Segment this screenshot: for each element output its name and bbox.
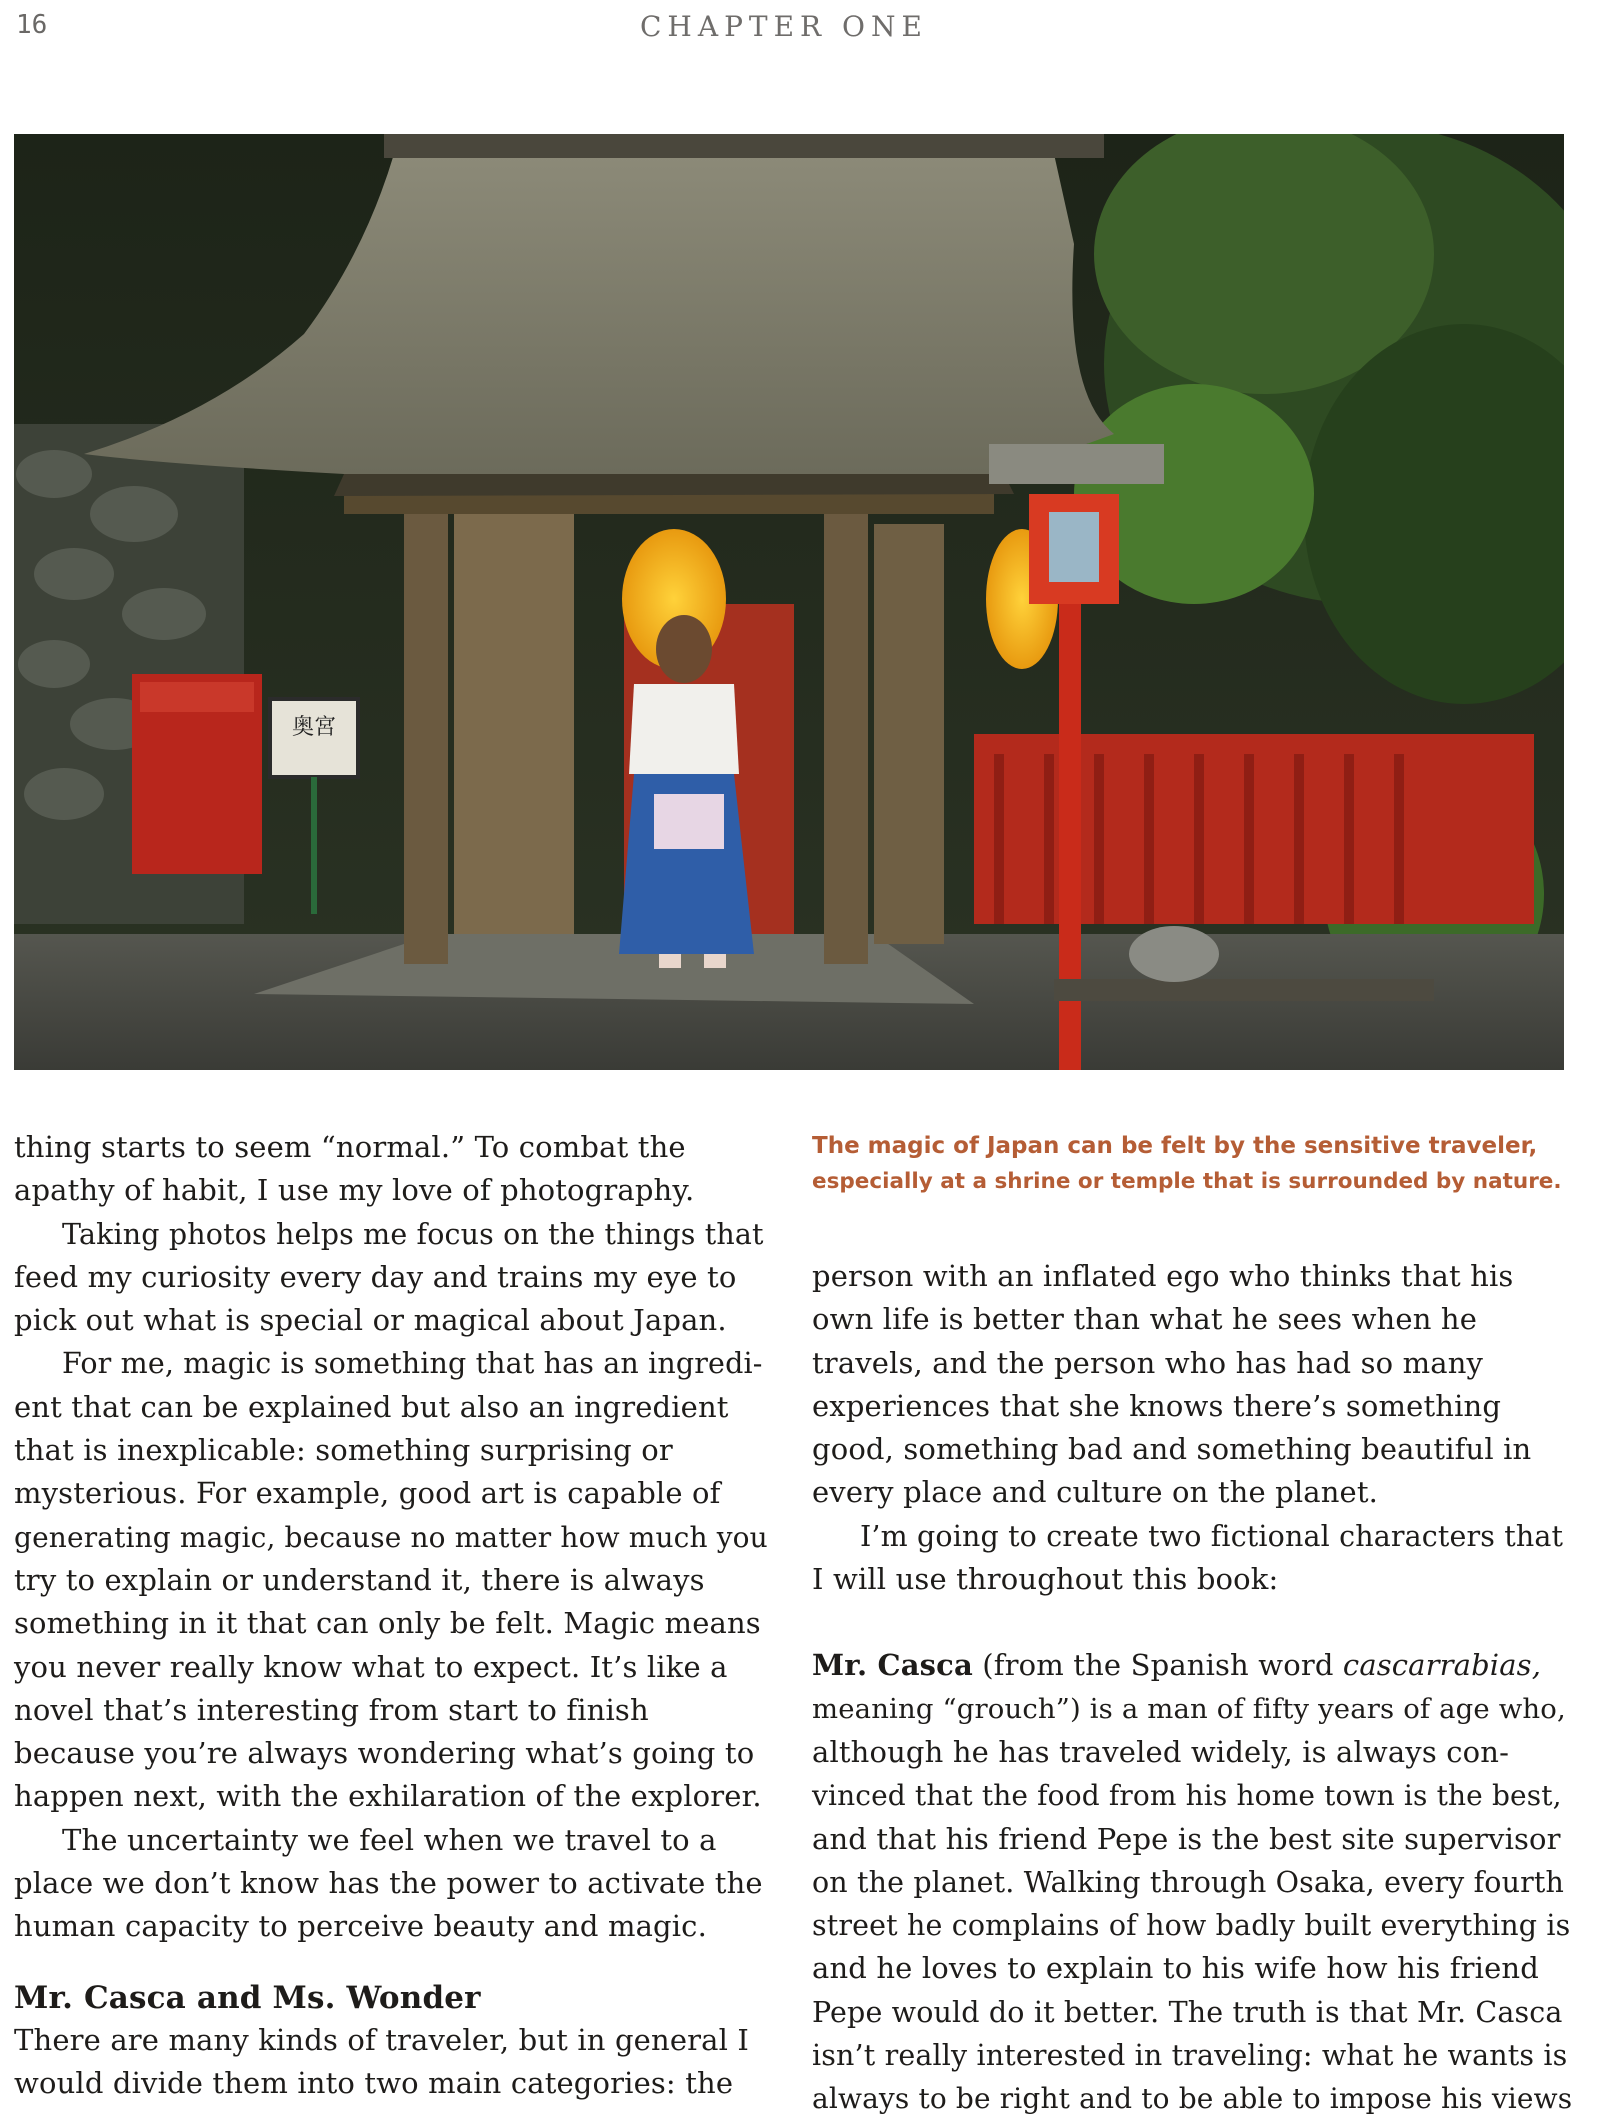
body-line: human capacity to perceive beauty and magic. (14, 1909, 707, 1944)
body-line: good, something bad and something beautiful in (812, 1432, 1532, 1467)
body-line: street he complains of how badly built everything is (812, 1909, 1571, 1943)
body-line: apathy of habit, I use my love of photography. (14, 1173, 695, 1208)
body-line: place we don’t know has the power to activate the (14, 1866, 763, 1901)
body-line: feed my curiosity every day and trains my eye to (14, 1259, 737, 1294)
right-column (812, 1255, 1572, 2121)
body-line: I’m going to create two fictional characters that (860, 1519, 1564, 1553)
paragraph-gap (812, 1601, 1572, 1644)
body-line: and he loves to explain to his wife how his friend (812, 1951, 1539, 1986)
body-line: own life is better than what he sees when he (812, 1302, 1478, 1337)
body-line: Taking photos helps me focus on the things that (62, 1217, 764, 1251)
body-line: on the planet. Walking through Osaka, every fourth (812, 1865, 1564, 1899)
body-line: travels, and the person who has had so many (812, 1345, 1484, 1380)
caption-line: The magic of Japan can be felt by the sensitive traveler, (812, 1133, 1538, 1159)
sign-text: 奥宮 (291, 715, 337, 740)
left-column (14, 1126, 774, 2105)
shrine-gate-photo (14, 134, 1564, 1070)
running-head: CHAPTER ONE (640, 10, 928, 43)
body-line (812, 1644, 1572, 1687)
body-line: Pepe would do it better. The truth is that Mr. Casca (812, 1995, 1563, 2029)
body-line: vinced that the food from his home town is the best, (812, 1779, 1562, 1813)
body-line: meaning “grouch”) is a man of fifty years of age who, (812, 1692, 1566, 1725)
body-line: that is inexplicable: something surprising or (14, 1433, 673, 1468)
body-line: novel that’s interesting from start to finish (14, 1692, 649, 1727)
section-heading: Mr. Casca and Ms. Wonder (14, 1979, 481, 2016)
body-line: thing starts to seem “normal.” To combat the (14, 1130, 686, 1164)
body-line: pick out what is special or magical about Japan. (14, 1303, 727, 1338)
body-line: every place and culture on the planet. (812, 1475, 1379, 1510)
character-name-bold: Mr. Casca (812, 1648, 973, 1683)
body-line: person with an inflated ego who thinks that his (812, 1259, 1514, 1293)
body-line: ent that can be explained but also an ingredient (14, 1389, 729, 1424)
body-line: isn’t really interested in traveling: what he wants is (812, 2039, 1568, 2073)
body-line: you never really know what to expect. It’s like a (14, 1649, 728, 1684)
body-line: always to be right and to be able to impose his views (812, 2082, 1573, 2116)
caption-line: especially at a shrine or temple that is surrounded by nature. (812, 1169, 1562, 1194)
body-line: although he has traveled widely, is always con- (812, 1734, 1510, 1769)
body-text: (from the Spanish word (972, 1648, 1343, 1683)
body-line: try to explain or understand it, there is always (14, 1562, 705, 1597)
body-line: because you’re always wondering what’s going to (14, 1736, 755, 1771)
photo-caption (812, 1128, 1572, 1200)
body-line: The uncertainty we feel when we travel to a (62, 1822, 717, 1857)
body-line: experiences that she knows there’s something (812, 1388, 1502, 1423)
body-line: happen next, with the exhilaration of the explorer. (14, 1779, 762, 1814)
body-line: For me, magic is something that has an ingredi- (62, 1347, 763, 1381)
page-number: 16 (16, 10, 48, 40)
body-line: mysterious. For example, good art is capable of (14, 1476, 721, 1511)
body-line: I will use throughout this book: (812, 1562, 1279, 1597)
spanish-word-italic: cascarrabias, (1342, 1648, 1542, 1683)
body-line: would divide them into two main categories: the (14, 2065, 734, 2100)
body-line: something in it that can only be felt. Magic means (14, 1606, 761, 1641)
body-line: There are many kinds of traveler, but in general I (14, 2022, 749, 2057)
body-line: generating magic, because no matter how much you (14, 1520, 768, 1554)
body-line: and that his friend Pepe is the best site supervisor (812, 1821, 1561, 1856)
